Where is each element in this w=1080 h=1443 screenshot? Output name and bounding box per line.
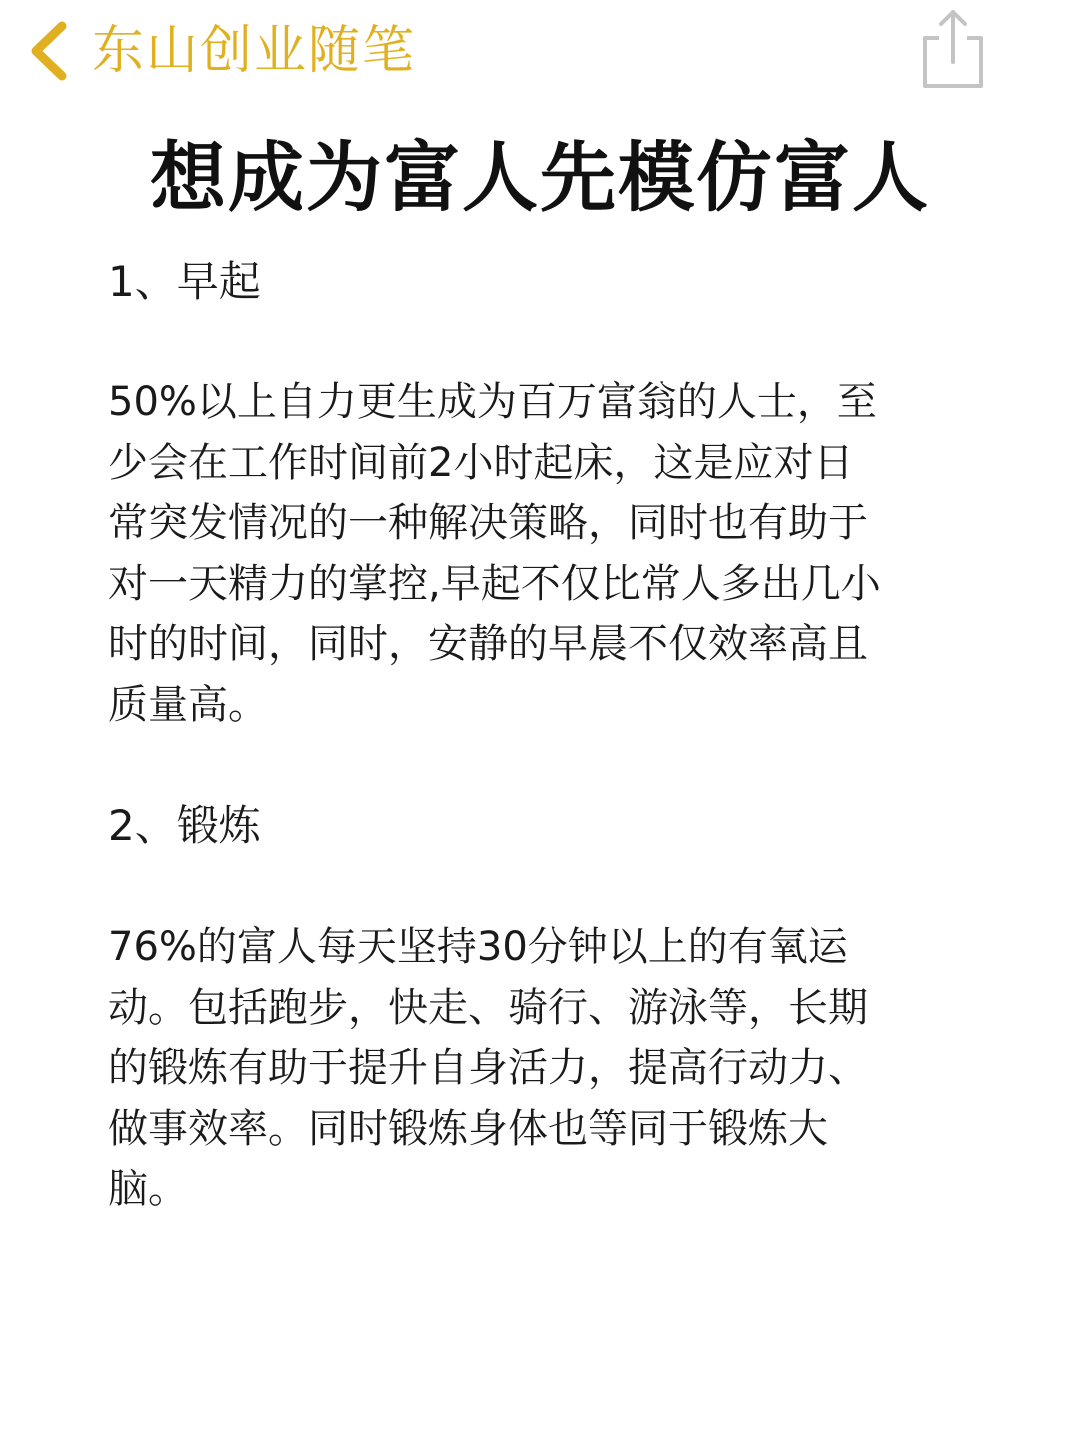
body-line: 76%的富人每天坚持30分钟以上的有氧运	[108, 924, 848, 970]
navigation-bar	[0, 0, 1080, 100]
section-heading-wake-early: 1、早起	[108, 257, 261, 306]
body-line: 对一天精力的掌控,早起不仅比常人多出几小	[108, 560, 881, 607]
back-label: 东山创业随笔	[92, 21, 417, 81]
share-button[interactable]	[915, 6, 991, 92]
body-line: 质量高。	[108, 681, 268, 728]
share-icon	[915, 6, 991, 92]
body-line: 少会在工作时间前2小时起床，这是应对日	[108, 439, 854, 486]
section-body-wake-early	[108, 372, 988, 735]
body-line: 常突发情况的一种解决策略，同时也有助于	[108, 500, 868, 546]
body-line: 做事效率。同时锻炼身体也等同于锻炼大	[108, 1105, 828, 1152]
body-line: 时的时间，同时，安静的早晨不仅效率高且	[108, 621, 868, 667]
article-title: 想成为富人先模仿富人	[150, 133, 930, 222]
section-heading-exercise: 2、锻炼	[108, 801, 261, 850]
body-line: 的锻炼有助于提升自身活力，提高行动力、	[108, 1045, 868, 1091]
chevron-left-icon	[22, 12, 78, 90]
section-body-exercise	[108, 917, 988, 1220]
body-line: 动。包括跑步，快走、骑行、游泳等，长期	[108, 984, 868, 1031]
body-line: 50%以上自力更生成为百万富翁的人士，至	[108, 379, 877, 425]
back-button[interactable]	[22, 12, 416, 90]
body-line: 脑。	[108, 1166, 188, 1212]
